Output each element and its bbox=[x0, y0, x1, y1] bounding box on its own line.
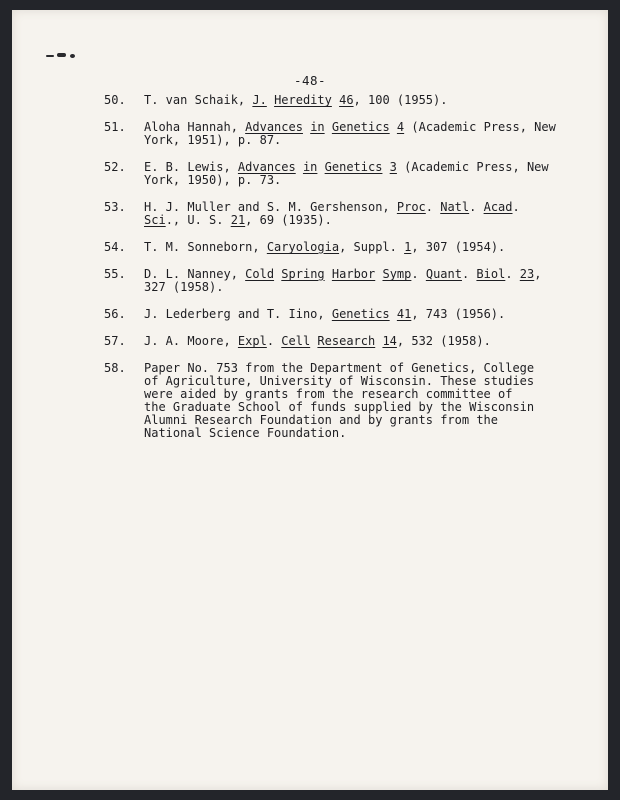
reference-item bbox=[104, 94, 574, 107]
citation-text: Paper No. 753 from the Department of Genetics, College of Agriculture, University of Wisconsin. These studies were aided by grants from the research committee of the Graduate School of funds supplied by the Wisconsin Alumni Research Foundation and by grants from the National Science Foundation. bbox=[144, 361, 535, 440]
reference-item bbox=[104, 201, 574, 227]
underlined-citation-text: in bbox=[302, 160, 318, 174]
underlined-citation-text: Spring bbox=[281, 267, 325, 281]
underlined-citation-text: Cell bbox=[281, 334, 311, 348]
reference-text bbox=[144, 160, 549, 187]
citation-text: J. Lederberg and T. Iino, bbox=[144, 307, 332, 321]
reference-text bbox=[144, 240, 505, 254]
citation-text bbox=[317, 160, 324, 174]
underlined-citation-text: 23 bbox=[519, 267, 535, 281]
reference-number: 53. bbox=[104, 200, 126, 214]
reference-number: 55. bbox=[104, 267, 126, 281]
citation-text: (Academic Press, New York, 1950), p. 73. bbox=[144, 160, 549, 187]
underlined-citation-text: in bbox=[310, 120, 325, 134]
citation-text: J. A. Moore, bbox=[144, 334, 238, 348]
citation-text: , 69 (1935). bbox=[245, 213, 332, 227]
citation-text: . bbox=[512, 200, 520, 214]
citation-text: T. M. Sonneborn, bbox=[144, 240, 267, 254]
underlined-citation-text: Sci bbox=[144, 213, 166, 227]
underlined-citation-text: 14 bbox=[382, 334, 397, 348]
reference-number: 51. bbox=[104, 120, 126, 134]
reference-item bbox=[104, 121, 574, 147]
citation-text: Aloha Hannah, bbox=[144, 120, 246, 134]
underlined-citation-text: Caryologia bbox=[266, 240, 340, 254]
citation-text: . bbox=[266, 334, 282, 348]
reference-number: 54. bbox=[104, 240, 126, 254]
reference-item bbox=[104, 241, 574, 254]
citation-text bbox=[382, 160, 389, 174]
underlined-citation-text: 21 bbox=[230, 213, 246, 227]
reference-text bbox=[144, 307, 505, 321]
underlined-citation-text: Natl bbox=[440, 200, 470, 214]
citation-text bbox=[325, 120, 332, 134]
underlined-citation-text: Quant bbox=[425, 267, 462, 281]
reference-number: 50. bbox=[104, 93, 126, 107]
underlined-citation-text: 41 bbox=[396, 307, 412, 321]
document-page bbox=[12, 10, 608, 790]
underlined-citation-text: Genetics bbox=[331, 307, 390, 321]
underlined-citation-text: Proc bbox=[396, 200, 426, 214]
citation-text bbox=[267, 93, 274, 107]
underlined-citation-text: Harbor bbox=[331, 267, 376, 281]
reference-text bbox=[144, 361, 534, 440]
ink-smudge-mark bbox=[46, 52, 86, 58]
citation-text: ., U. S. bbox=[165, 213, 231, 227]
citation-text: . bbox=[461, 267, 477, 281]
reference-text bbox=[144, 93, 447, 107]
reference-item bbox=[104, 362, 574, 440]
underlined-citation-text: 1 bbox=[404, 240, 412, 254]
citation-text: , 307 (1954). bbox=[411, 240, 506, 254]
citation-text: , Suppl. bbox=[339, 240, 405, 254]
underlined-citation-text: Cold bbox=[245, 267, 275, 281]
reference-text bbox=[144, 334, 491, 348]
underlined-citation-text: Advances bbox=[245, 120, 303, 134]
underlined-citation-text: Research bbox=[317, 334, 376, 348]
reference-item bbox=[104, 335, 574, 348]
underlined-citation-text: Genetics bbox=[324, 160, 383, 174]
reference-text bbox=[144, 120, 556, 147]
underlined-citation-text: 4 bbox=[396, 120, 405, 134]
reference-number: 57. bbox=[104, 334, 126, 348]
citation-text: , 532 (1958). bbox=[396, 334, 491, 348]
citation-text: . bbox=[425, 200, 441, 214]
reference-item bbox=[104, 161, 574, 187]
underlined-citation-text: Expl bbox=[237, 334, 267, 348]
underlined-citation-text: Advances bbox=[237, 160, 296, 174]
citation-text bbox=[296, 160, 303, 174]
citation-text bbox=[332, 93, 339, 107]
underlined-citation-text: Symp bbox=[382, 267, 412, 281]
citation-text: H. J. Muller and S. M. Gershenson, bbox=[144, 200, 397, 214]
reference-item bbox=[104, 308, 574, 321]
reference-number: 58. bbox=[104, 361, 126, 375]
reference-text bbox=[144, 267, 541, 294]
citation-text: , 743 (1956). bbox=[411, 307, 506, 321]
reference-list bbox=[104, 94, 574, 454]
underlined-citation-text: Genetics bbox=[331, 120, 390, 134]
reference-number: 56. bbox=[104, 307, 126, 321]
citation-text bbox=[390, 120, 397, 134]
citation-text: E. B. Lewis, bbox=[144, 160, 238, 174]
citation-text: . bbox=[411, 267, 426, 281]
reference-number: 52. bbox=[104, 160, 126, 174]
reference-text bbox=[144, 200, 520, 227]
underlined-citation-text: Acad bbox=[483, 200, 513, 214]
underlined-citation-text: Biol bbox=[476, 267, 506, 281]
underlined-citation-text: 46 bbox=[339, 93, 354, 107]
citation-text bbox=[325, 267, 332, 281]
citation-text: , 100 (1955). bbox=[353, 93, 448, 107]
underlined-citation-text: 3 bbox=[389, 160, 397, 174]
citation-text: . bbox=[469, 200, 484, 214]
page-number: -48- bbox=[293, 73, 327, 88]
citation-text bbox=[390, 307, 397, 321]
citation-text: D. L. Nanney, bbox=[144, 267, 246, 281]
underlined-citation-text: Heredity bbox=[274, 93, 332, 107]
underlined-citation-text: J. bbox=[252, 93, 267, 107]
reference-item bbox=[104, 268, 574, 294]
citation-text: T. van Schaik, bbox=[144, 93, 253, 107]
citation-text: (Academic Press, New York, 1951), p. 87. bbox=[144, 120, 556, 147]
citation-text: , 327 (1958). bbox=[144, 267, 542, 294]
citation-text: . bbox=[505, 267, 520, 281]
